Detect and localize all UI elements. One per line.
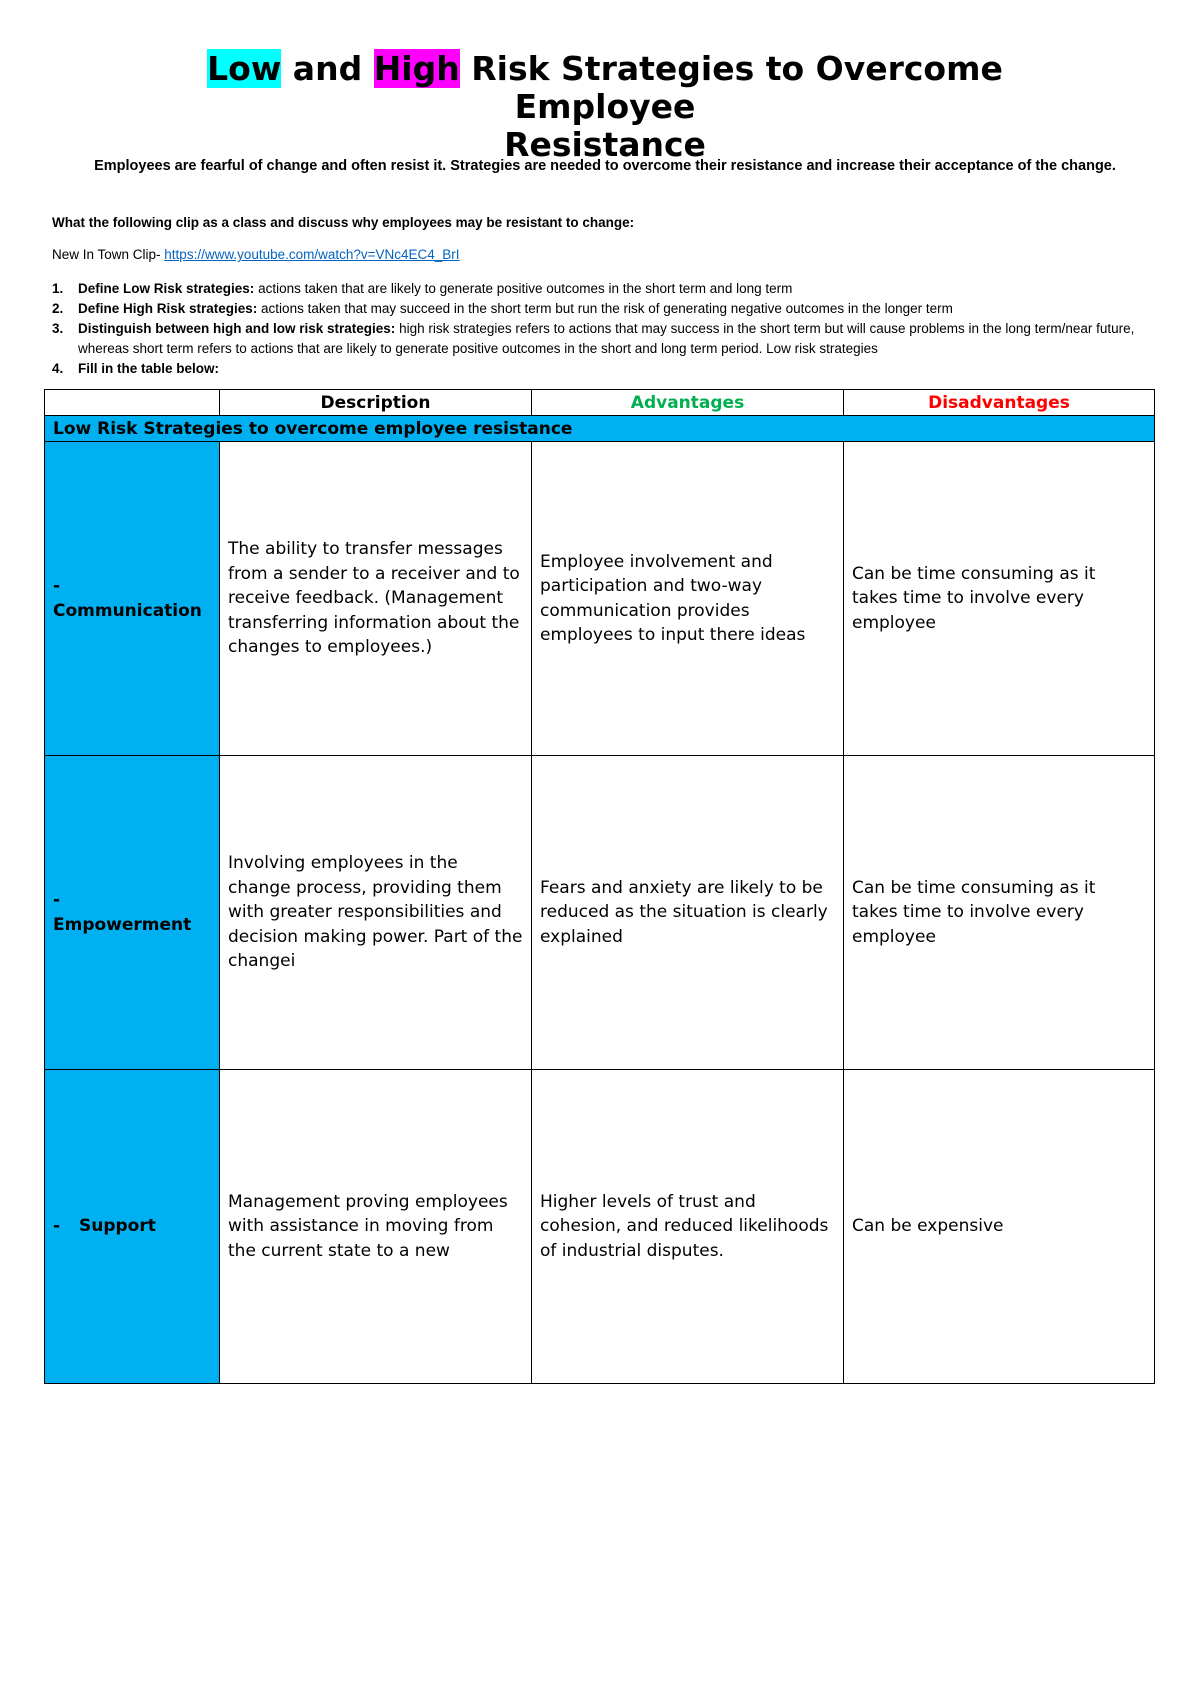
table-header-row	[45, 390, 1155, 416]
advantages-cell: Fears and anxiety are likely to be reduced as the situation is clearly explained	[532, 756, 844, 1070]
definition-number: 3.	[52, 321, 64, 336]
strategy-dash: -	[53, 890, 61, 910]
title-and: and	[281, 49, 374, 88]
strategies-table	[44, 389, 1155, 1384]
strategy-name-cell	[45, 756, 220, 1070]
header-advantages: Advantages	[532, 390, 844, 416]
definition-label: Define Low Risk strategies:	[78, 281, 255, 296]
definition-number: 2.	[52, 301, 64, 316]
definition-label: Fill in the table below:	[78, 361, 220, 376]
definition-text: actions taken that are likely to generate positive outcomes in the short term and long term	[254, 281, 793, 296]
task-instruction: What the following clip as a class and discuss why employees may be resistant to change:	[52, 215, 635, 230]
strategy-dash: -	[53, 576, 61, 596]
header-disadvantages: Disadvantages	[844, 390, 1155, 416]
intro-text: Employees are fearful of change and often resist it. Strategies are needed to overcome their resistance and increase their acceptance of the change.	[94, 158, 1116, 174]
strategy-dash: -	[53, 1216, 61, 1237]
title-rest-line2: Resistance	[504, 125, 706, 164]
definition-item	[52, 319, 1162, 359]
title-low-highlight: Low	[207, 49, 282, 88]
description-cell: Management proving employees with assistance in moving from the current state to a new	[220, 1070, 532, 1384]
disadvantages-cell: Can be time consuming as it takes time to involve every employee	[844, 442, 1155, 756]
definition-number: 1.	[52, 281, 64, 296]
definition-item	[52, 279, 1162, 299]
advantages-cell: Employee involvement and participation and two-way communication provides employees to input there ideas	[532, 442, 844, 756]
definition-label: Define High Risk strategies:	[78, 301, 258, 316]
table-row	[45, 756, 1155, 1070]
definition-text: high risk strategies refers to actions that may success in the short term but will cause problems in the long term/near future, whereas short term refers to actions that are likely to generate positive outcomes in the short and long term period. Low risk strategies	[78, 321, 1135, 356]
strategy-name-cell	[45, 1070, 220, 1384]
page-title	[130, 50, 1080, 164]
strategy-name: Support	[79, 1216, 156, 1237]
clip-label: New In Town Clip-	[52, 247, 165, 262]
advantages-cell: Higher levels of trust and cohesion, and reduced likelihoods of industrial disputes.	[532, 1070, 844, 1384]
strategy-name: Communication	[53, 600, 202, 621]
table-row	[45, 442, 1155, 756]
title-high-highlight: High	[373, 49, 460, 88]
header-description: Description	[220, 390, 532, 416]
disadvantages-cell: Can be expensive	[844, 1070, 1155, 1384]
description-cell: Involving employees in the change process, providing them with greater responsibilities and decision making power. Part of the changei	[220, 756, 532, 1070]
definitions-list	[52, 279, 1162, 379]
definition-text: actions taken that may succeed in the short term but run the risk of generating negative outcomes in the longer term	[257, 301, 953, 316]
definition-item	[52, 299, 1162, 319]
clip-line	[52, 247, 460, 262]
definition-label: Distinguish between high and low risk strategies:	[78, 321, 396, 336]
table-row	[45, 1070, 1155, 1384]
strategy-name-cell	[45, 442, 220, 756]
section-row	[45, 416, 1155, 442]
definition-number: 4.	[52, 361, 64, 376]
section-title: Low Risk Strategies to overcome employee resistance	[45, 416, 1155, 442]
header-blank-cell	[45, 390, 220, 416]
disadvantages-cell: Can be time consuming as it takes time to involve every employee	[844, 756, 1155, 1070]
clip-link[interactable]: https://www.youtube.com/watch?v=VNc4EC4_BrI	[164, 247, 460, 262]
strategy-name: Empowerment	[53, 914, 192, 935]
description-cell: The ability to transfer messages from a sender to a receiver and to receive feedback. (Management transferring information about the changes to employees.)	[220, 442, 532, 756]
title-rest-line1: Risk Strategies to Overcome Employee	[459, 49, 1003, 126]
definition-item	[52, 359, 1162, 379]
